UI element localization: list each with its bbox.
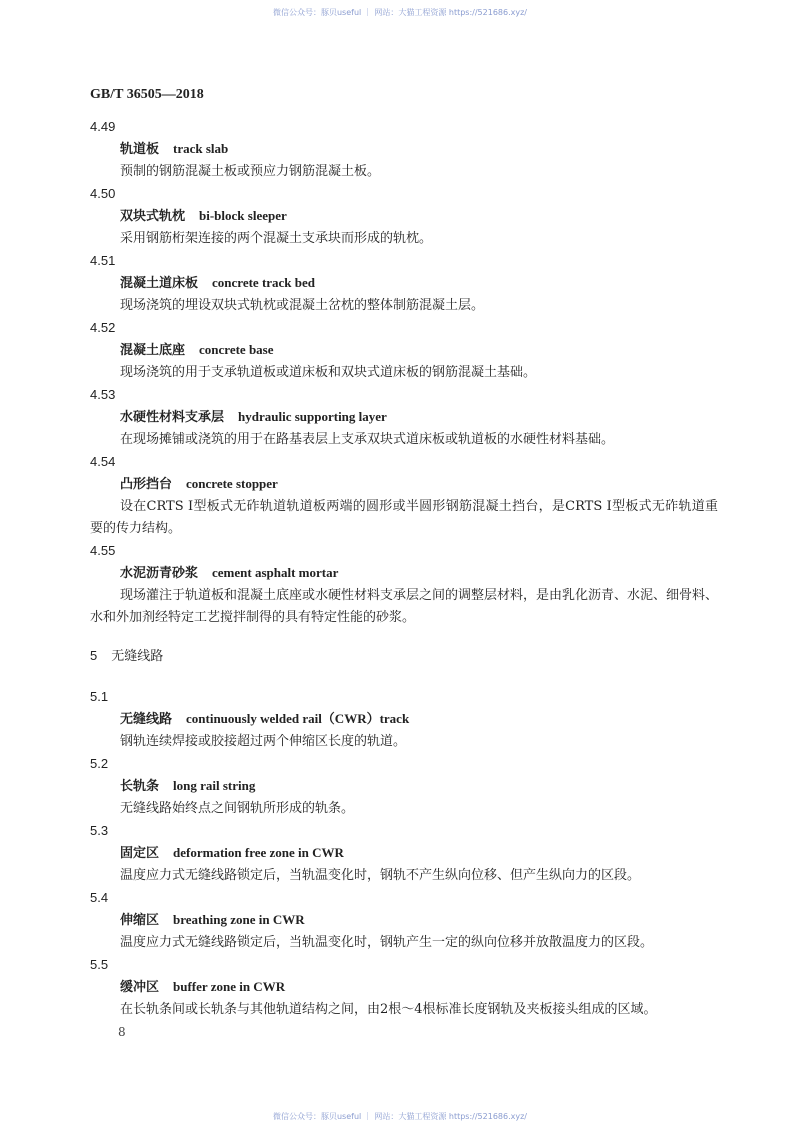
term-number: 5.1 [90, 689, 109, 704]
term-number: 4.54 [90, 454, 116, 469]
term-entry [90, 686, 718, 753]
term-en: long rail string [173, 778, 256, 793]
watermark-top: 微信公众号：豚贝useful ｜ 网站：大猫工程资源 https://521686.xyz/ [272, 8, 528, 17]
terms-group-5 [90, 686, 718, 1021]
term-entry [90, 116, 718, 183]
term-number: 5.3 [90, 823, 109, 838]
term-en: track slab [173, 141, 229, 156]
term-title [90, 976, 718, 999]
term-entry [90, 954, 718, 1021]
term-definition: 预制的钢筋混凝土板或预应力钢筋混凝土板。 [120, 164, 381, 179]
term-title [90, 205, 718, 228]
term-en: continuously welded rail（CWR）track [186, 711, 410, 726]
term-definition: 在现场摊铺或浇筑的用于在路基表层上支承双块式道床板或轨道板的水硬性材料基础。 [120, 432, 615, 447]
standard-header: GB/T 36505—2018 [90, 87, 204, 102]
term-definition: 采用钢筋桁架连接的两个混凝土支承块而形成的轨枕。 [120, 231, 433, 246]
term-title [90, 339, 718, 362]
term-number: 4.55 [90, 543, 116, 558]
term-en: buffer zone in CWR [173, 979, 286, 994]
term-title [90, 473, 718, 496]
term-number: 4.49 [90, 119, 116, 134]
term-en: concrete base [199, 342, 274, 357]
term-number: 5.4 [90, 890, 109, 905]
term-en: hydraulic supporting layer [238, 409, 387, 424]
term-number: 4.51 [90, 253, 116, 268]
term-entry [90, 887, 718, 954]
term-zh: 长轨条 [120, 779, 160, 794]
term-definition: 无缝线路始终点之间钢轨所形成的轨条。 [120, 801, 355, 816]
term-number: 4.53 [90, 387, 116, 402]
term-number: 5.2 [90, 756, 109, 771]
term-entry [90, 250, 718, 317]
term-title [90, 909, 718, 932]
term-title [90, 272, 718, 295]
term-definition: 在长轨条间或长轨条与其他轨道结构之间，由2根～4根标准长度钢轨及夹板接头组成的区域。 [120, 1002, 657, 1017]
term-entry [90, 183, 718, 250]
section-number: 5 [90, 648, 98, 663]
term-zh: 固定区 [120, 846, 160, 861]
term-en: concrete track bed [212, 275, 316, 290]
term-title [90, 775, 718, 798]
term-zh: 混凝土底座 [120, 343, 186, 358]
term-zh: 凸形挡台 [120, 477, 173, 492]
term-title [90, 138, 718, 161]
term-definition: 现场灌注于轨道板和混凝土底座或水硬性材料支承层之间的调整层材料，是由乳化沥青、水泥、细骨料、水和外加剂经特定工艺搅拌制得的具有特定性能的砂浆。 [90, 588, 719, 625]
term-zh: 双块式轨枕 [120, 209, 186, 224]
term-number: 4.50 [90, 186, 116, 201]
term-en: cement asphalt mortar [212, 565, 339, 580]
section-heading [90, 645, 718, 668]
page-number: 8 [118, 1025, 126, 1039]
term-definition: 钢轨连续焊接或胶接超过两个伸缩区长度的轨道。 [120, 734, 407, 749]
term-en: breathing zone in CWR [173, 912, 305, 927]
term-entry [90, 451, 718, 540]
term-title [90, 406, 718, 429]
term-en: bi-block sleeper [199, 208, 287, 223]
watermark-bottom: 微信公众号：豚贝useful ｜ 网站：大猫工程资源 https://521686.xyz/ [272, 1112, 528, 1121]
term-entry [90, 384, 718, 451]
term-entry [90, 753, 718, 820]
term-zh: 伸缩区 [120, 913, 160, 928]
term-en: concrete stopper [186, 476, 278, 491]
section-title: 无缝线路 [111, 649, 164, 664]
term-entry [90, 540, 718, 629]
term-entry [90, 820, 718, 887]
term-zh: 轨道板 [120, 142, 160, 157]
term-number: 5.5 [90, 957, 109, 972]
term-definition: 温度应力式无缝线路锁定后，当轨温变化时，钢轨不产生纵向位移、但产生纵向力的区段。 [120, 868, 641, 883]
term-definition: 现场浇筑的埋设双块式轨枕或混凝土岔枕的整体制筋混凝土层。 [120, 298, 485, 313]
term-entry [90, 317, 718, 384]
term-en: deformation free zone in CWR [173, 845, 344, 860]
term-definition: 现场浇筑的用于支承轨道板或道床板和双块式道床板的钢筋混凝土基础。 [120, 365, 537, 380]
term-zh: 缓冲区 [120, 980, 160, 995]
term-zh: 混凝土道床板 [120, 276, 199, 291]
term-zh: 水硬性材料支承层 [120, 410, 225, 425]
term-number: 4.52 [90, 320, 116, 335]
document-body [90, 116, 718, 1041]
term-title [90, 708, 718, 731]
term-definition: 设在CRTS Ⅰ型板式无砟轨道轨道板两端的圆形或半圆形钢筋混凝土挡台，是CRTS Ⅰ型板式无砟轨道重要的传力结构。 [90, 499, 718, 536]
term-zh: 无缝线路 [120, 712, 173, 727]
term-definition: 温度应力式无缝线路锁定后，当轨温变化时，钢轨产生一定的纵向位移并放散温度力的区段。 [120, 935, 654, 950]
term-zh: 水泥沥青砂浆 [120, 566, 199, 581]
term-title [90, 842, 718, 865]
terms-group-4 [90, 116, 718, 629]
term-title [90, 562, 718, 585]
